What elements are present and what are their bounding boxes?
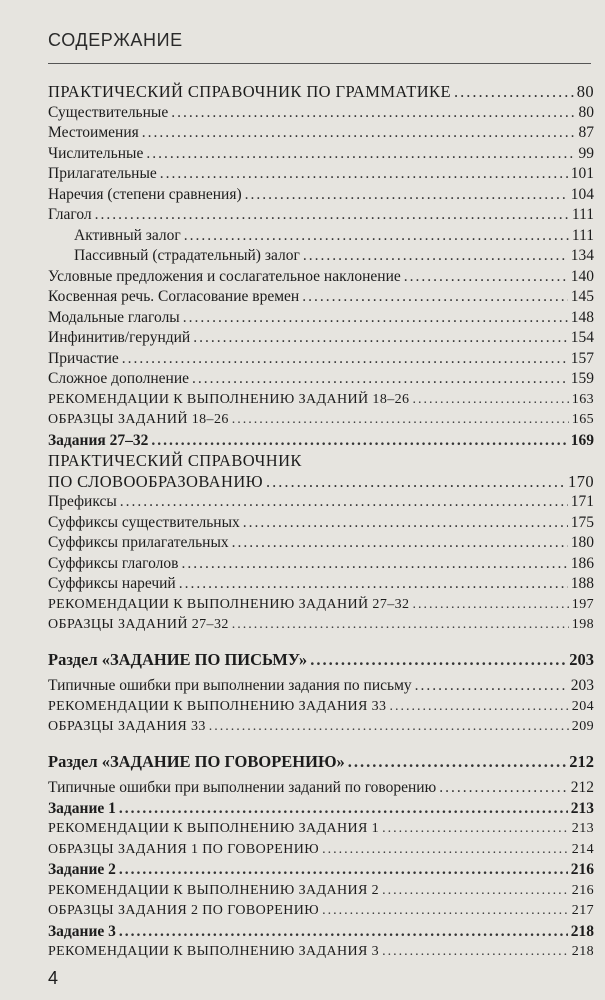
toc-entry-title: РЕКОМЕНДАЦИИ К ВЫПОЛНЕНИЮ ЗАДАНИЯ 2 (48, 882, 380, 898)
toc-entry[interactable] (48, 226, 594, 247)
toc-entry-page: 163 (571, 391, 594, 407)
dot-leader (95, 205, 569, 226)
dot-leader (382, 942, 569, 963)
toc-entry-title: Активный залог (74, 226, 181, 244)
toc-entry[interactable] (48, 82, 594, 103)
toc-entry-title: ПРАКТИЧЕСКИЙ СПРАВОЧНИК (48, 451, 302, 470)
dot-leader (454, 82, 574, 103)
toc-entry[interactable] (48, 676, 594, 697)
dot-leader (192, 369, 568, 390)
toc-entry[interactable] (48, 819, 594, 840)
toc-entry[interactable] (48, 390, 594, 411)
toc-entry[interactable] (48, 451, 594, 472)
toc-entry[interactable] (48, 431, 594, 452)
toc-entry[interactable] (48, 308, 594, 329)
toc-entry-title: Сложное дополнение (48, 370, 189, 387)
toc-entry[interactable] (48, 881, 594, 902)
toc-entry-title: ПРАКТИЧЕСКИЙ СПРАВОЧНИК ПО ГРАММАТИКЕ (48, 82, 451, 101)
page-title: СОДЕРЖАНИЕ (48, 30, 183, 50)
toc-entry-title: Существительные (48, 103, 169, 121)
toc-entry-title: Причастие (48, 349, 119, 367)
toc-entry-page: 80 (578, 103, 594, 121)
toc-entry-title: Прилагательные (48, 165, 157, 182)
dot-leader (412, 390, 568, 411)
dot-leader (119, 860, 568, 881)
toc-entry[interactable] (48, 717, 594, 738)
toc-entry-page: 111 (571, 226, 594, 244)
toc-entry-page: 80 (576, 82, 594, 101)
dot-leader (415, 676, 568, 697)
toc-entry[interactable] (48, 922, 594, 943)
toc-entry[interactable] (48, 860, 594, 881)
toc-entry[interactable] (48, 615, 594, 636)
toc-entry[interactable] (48, 942, 594, 963)
toc-entry-page: 154 (570, 329, 594, 346)
toc-entry-page: 204 (571, 698, 594, 714)
dot-leader (389, 697, 568, 718)
toc-entry-page: 148 (570, 308, 594, 326)
dot-leader (181, 554, 567, 575)
toc-entry-page: 217 (571, 903, 594, 918)
toc-entry-title: Модальные глаголы (48, 308, 180, 326)
toc-entry-title: Типичные ошибки при выполнении задания по письму (48, 677, 412, 694)
toc-entry-page: 101 (570, 165, 594, 182)
toc-entry[interactable] (48, 246, 594, 267)
dot-leader (266, 472, 565, 493)
toc-entry-title: ОБРАЗЦЫ ЗАДАНИЯ 1 ПО ГОВОРЕНИЮ (48, 841, 320, 857)
toc-entry[interactable] (48, 840, 594, 861)
toc-entry[interactable] (48, 349, 594, 370)
toc-entry-page: 170 (568, 471, 594, 491)
dot-leader (404, 267, 568, 288)
toc-entry[interactable] (48, 697, 594, 718)
toc-entry-page: 213 (570, 799, 594, 817)
dot-leader (179, 574, 568, 595)
toc-entry-page: 169 (570, 431, 594, 449)
toc-entry-page: 212 (569, 751, 594, 771)
toc-entry[interactable] (48, 287, 594, 308)
toc-entry[interactable] (48, 574, 594, 595)
toc-entry-title: Задание 1 (48, 799, 116, 817)
dot-leader (119, 799, 568, 820)
toc-entry-page: 198 (571, 617, 594, 632)
toc-entry-page: 213 (571, 821, 594, 836)
toc-entry-page: 104 (570, 185, 594, 203)
toc-entry-page: 216 (570, 861, 594, 878)
dot-leader (303, 246, 568, 267)
toc-entry-page: 87 (578, 124, 594, 141)
dot-leader (232, 533, 568, 554)
toc-entry-page: 186 (570, 554, 594, 572)
header-divider (48, 63, 591, 64)
toc-entry-title: РЕКОМЕНДАЦИИ К ВЫПОЛНЕНИЮ ЗАДАНИЙ 27–32 (48, 596, 410, 612)
toc-entry-title: Условные предложения и сослагательное наклонение (48, 267, 401, 285)
toc-entry[interactable] (48, 123, 594, 144)
toc-entry-page: 134 (570, 247, 594, 264)
toc-entry[interactable] (48, 554, 594, 575)
toc-entry-page: 171 (570, 493, 594, 510)
dot-leader (146, 144, 575, 165)
dot-leader (142, 123, 576, 144)
toc-entry-page: 209 (571, 719, 594, 734)
dot-leader (232, 410, 569, 431)
toc-entry[interactable] (48, 369, 594, 390)
toc-entry[interactable] (48, 164, 594, 185)
toc-entry-title: ПО СЛОВООБРАЗОВАНИЮ (48, 471, 263, 491)
dot-leader (382, 819, 569, 840)
dot-leader (439, 778, 568, 799)
toc-entry-title: Числительные (48, 144, 144, 162)
table-of-contents (48, 82, 594, 963)
dot-leader (245, 185, 568, 206)
toc-entry[interactable] (48, 513, 594, 534)
toc-entry-title: Суффиксы наречий (48, 575, 176, 592)
toc-entry-title: Задание 2 (48, 861, 116, 878)
toc-entry-title: РЕКОМЕНДАЦИИ К ВЫПОЛНЕНИЮ ЗАДАНИЯ 33 (48, 698, 387, 714)
dot-leader (348, 752, 566, 773)
toc-entry[interactable] (48, 328, 594, 349)
dot-leader (209, 717, 569, 738)
toc-entry-title: Наречия (степени сравнения) (48, 185, 242, 203)
toc-entry-page: 165 (571, 412, 594, 427)
toc-entry-title: Раздел «ЗАДАНИЕ ПО ГОВОРЕНИЮ» (48, 751, 345, 771)
dot-leader (322, 840, 569, 861)
toc-entry-page: 140 (570, 267, 594, 285)
toc-entry-page: 214 (571, 841, 594, 857)
toc-entry-page: 203 (570, 677, 594, 694)
dot-leader (322, 901, 569, 922)
dot-leader (171, 103, 575, 124)
toc-entry-title: Пассивный (страдательный) залог (74, 247, 300, 264)
toc-entry[interactable] (48, 492, 594, 513)
toc-entry-page: 203 (569, 649, 594, 669)
toc-entry-title: Префиксы (48, 493, 117, 510)
dot-leader (412, 595, 568, 616)
dot-leader (382, 881, 569, 902)
dot-leader (232, 615, 569, 636)
toc-entry-title: Глагол (48, 206, 92, 223)
dot-leader (120, 492, 568, 513)
toc-entry-title: Типичные ошибки при выполнении заданий по говорению (48, 779, 437, 796)
toc-entry-title: РЕКОМЕНДАЦИИ К ВЫПОЛНЕНИЮ ЗАДАНИЯ 3 (48, 944, 380, 959)
toc-entry[interactable] (48, 533, 594, 554)
toc-entry-page: 175 (570, 513, 594, 531)
toc-entry-title: ОБРАЗЦЫ ЗАДАНИЯ 33 (48, 719, 206, 734)
toc-entry[interactable] (48, 595, 594, 616)
dot-leader (119, 922, 568, 943)
toc-entry-title: ОБРАЗЦЫ ЗАДАНИЙ 18–26 (48, 412, 229, 427)
toc-entry[interactable] (48, 901, 594, 922)
page-number: 4 (48, 968, 59, 988)
dot-leader (184, 226, 569, 247)
toc-entry-title: Задание 3 (48, 922, 116, 940)
toc-section-heading[interactable] (48, 650, 594, 671)
toc-entry-title: ОБРАЗЦЫ ЗАДАНИЯ 2 ПО ГОВОРЕНИЮ (48, 903, 320, 918)
toc-entry-title: Местоимения (48, 124, 139, 141)
toc-entry-page: 197 (571, 596, 594, 612)
toc-entry[interactable] (48, 144, 594, 165)
dot-leader (151, 431, 567, 452)
toc-entry[interactable] (48, 799, 594, 820)
dot-leader (310, 650, 566, 671)
dot-leader (183, 308, 568, 329)
toc-entry-page: 159 (570, 370, 594, 387)
toc-entry[interactable] (48, 778, 594, 799)
toc-entry[interactable] (48, 410, 594, 431)
toc-entry[interactable] (48, 267, 594, 288)
toc-entry-page: 99 (578, 144, 594, 162)
toc-entry-title: Раздел «ЗАДАНИЕ ПО ПИСЬМУ» (48, 649, 308, 669)
toc-entry-title: ОБРАЗЦЫ ЗАДАНИЙ 27–32 (48, 617, 229, 632)
toc-entry[interactable] (48, 472, 594, 493)
toc-entry-page: 111 (571, 206, 594, 223)
toc-entry[interactable] (48, 103, 594, 124)
toc-entry-title: Инфинитив/герундий (48, 329, 191, 346)
toc-entry-title: Задания 27–32 (48, 431, 149, 449)
dot-leader (302, 287, 568, 308)
toc-entry-title: Суффиксы прилагательных (48, 534, 229, 551)
toc-section-heading[interactable] (48, 752, 594, 773)
toc-entry[interactable] (48, 205, 594, 226)
toc-entry-page: 157 (570, 349, 594, 367)
toc-entry-title: Косвенная речь. Согласование времен (48, 288, 300, 305)
toc-entry-title: РЕКОМЕНДАЦИИ К ВЫПОЛНЕНИЮ ЗАДАНИЙ 18–26 (48, 391, 410, 407)
toc-entry-page: 218 (571, 944, 594, 959)
toc-entry-page: 180 (570, 534, 594, 551)
dot-leader (160, 164, 568, 185)
toc-entry-page: 216 (571, 882, 594, 898)
dot-leader (243, 513, 568, 534)
toc-entry-title: РЕКОМЕНДАЦИИ К ВЫПОЛНЕНИЮ ЗАДАНИЯ 1 (48, 821, 380, 836)
toc-entry-page: 218 (570, 922, 594, 940)
toc-entry[interactable] (48, 185, 594, 206)
dot-leader (193, 328, 568, 349)
toc-entry-page: 188 (570, 575, 594, 592)
dot-leader (122, 349, 568, 370)
toc-entry-page: 145 (570, 288, 594, 305)
toc-entry-title: Суффиксы существительных (48, 513, 240, 531)
toc-entry-page: 212 (570, 779, 594, 796)
toc-entry-title: Суффиксы глаголов (48, 554, 179, 572)
